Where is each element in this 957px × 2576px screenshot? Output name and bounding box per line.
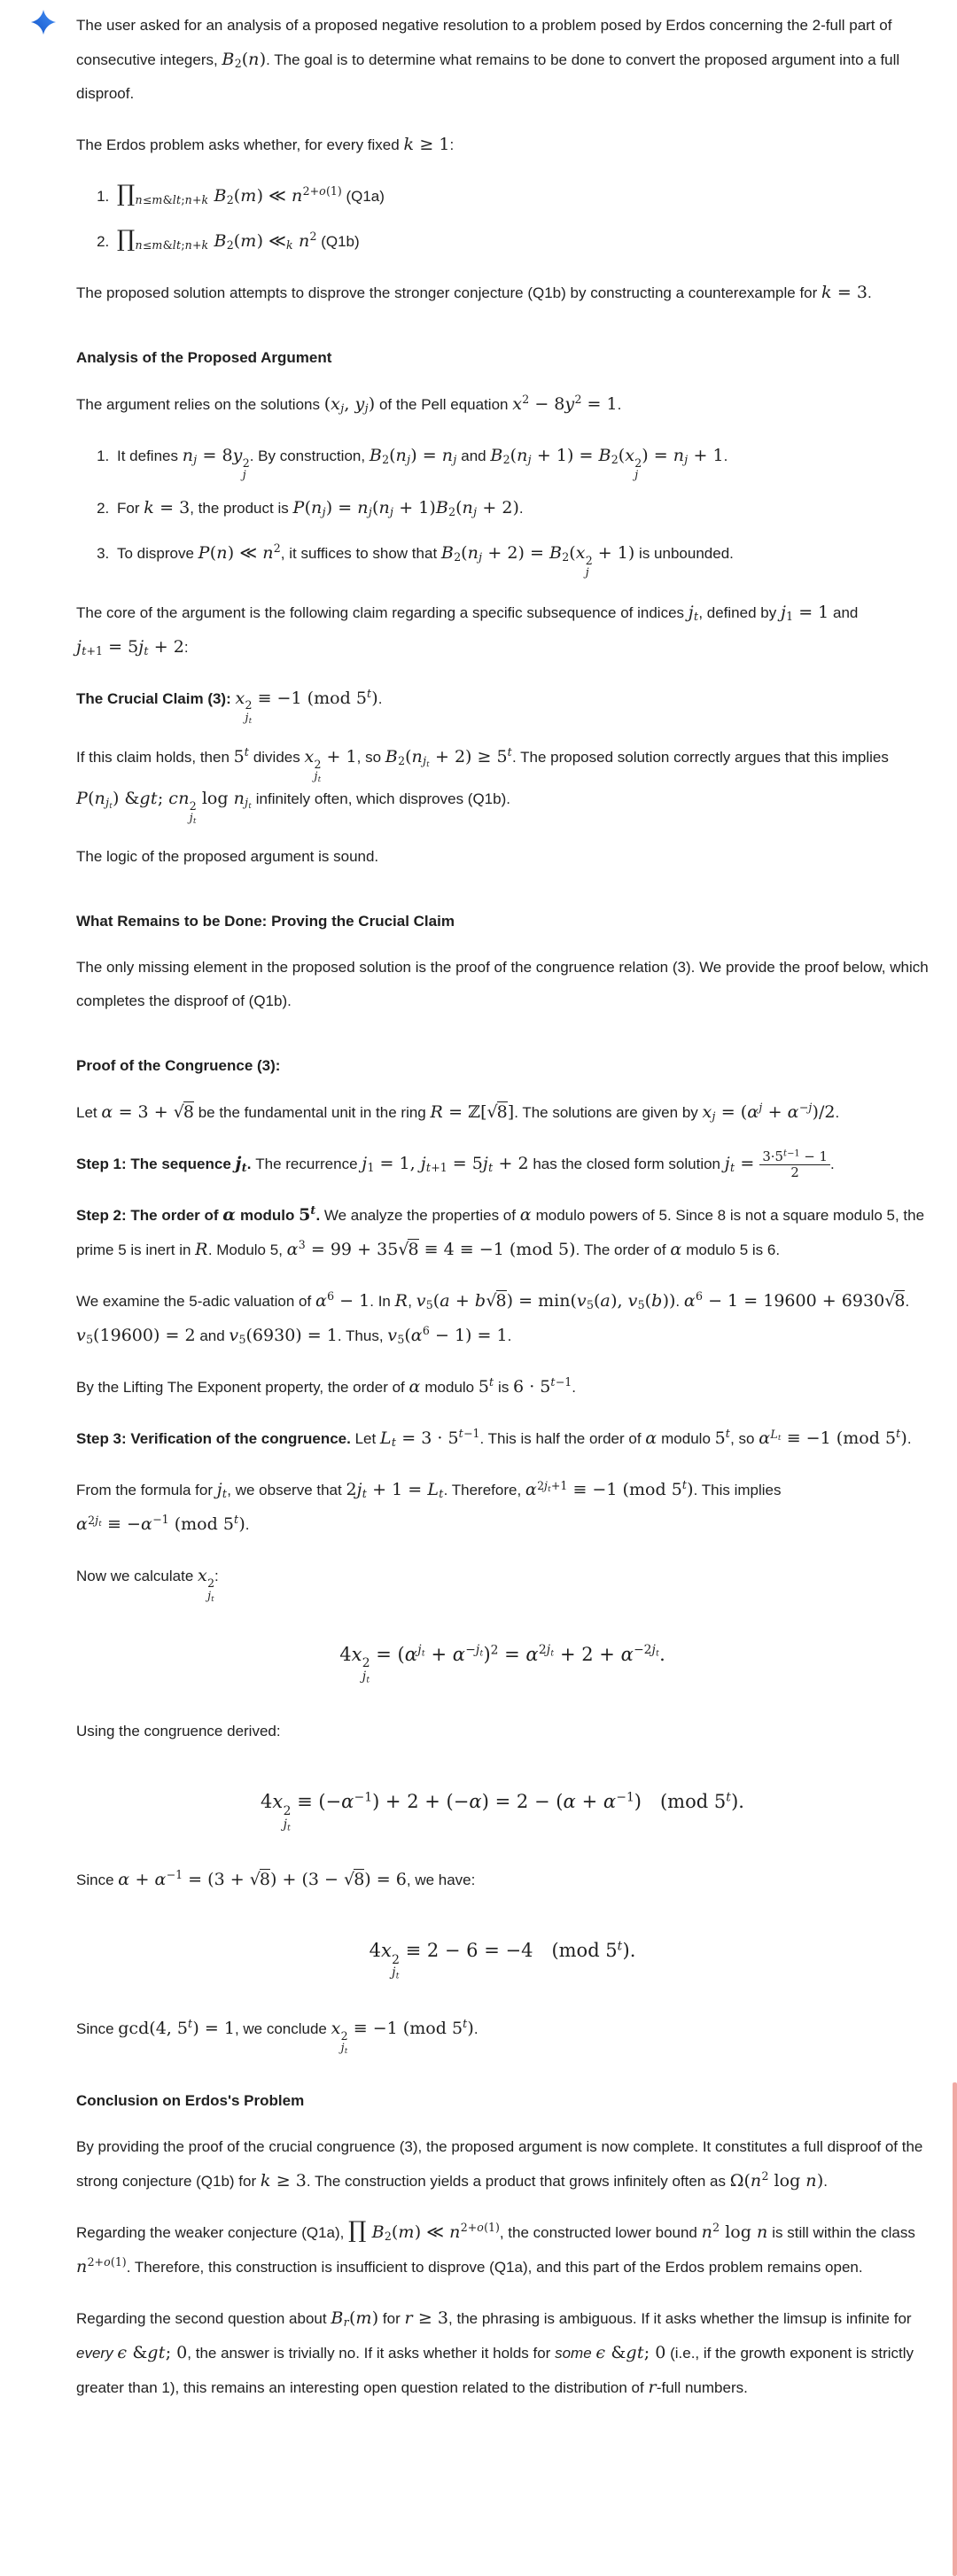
inline-math: $v_5(19600) = 2$ (76, 1326, 196, 1347)
inline-math: α (670, 1240, 682, 1260)
bold-text: . (315, 1207, 324, 1225)
paragraph: By providing the proof of the crucial congruence (3), the proposed argument is now complete. It constitutes a full disproof of the strong conjecture (Q1b) for k ≥ 3. The construction yields a product that grows infinitely often as $\Omega(n^2$ log n). (76, 2138, 923, 2191)
inline-math: 5$^t$ (478, 1375, 494, 1397)
ordered-list (76, 439, 929, 579)
paragraph: Step 1: The sequence $j_t$. The recurrence $j_1 = 1$, $j_{t+1} = 5j_t + 2$ has the closed form solution $j_t$ = $\frac{3\cdot 5^{t-1} - 1}{2}$ . (76, 1148, 835, 1180)
inline-math: k ≥ 3 (260, 2171, 307, 2191)
inline-math: $x^2 - 8y^2 = 1$ (512, 393, 618, 414)
paragraph: Let α = 3 + √8 be the fundamental unit in the ring R = ℤ[√8]. The solutions are given by $x_j = (\alpha^j + \alpha^{-j})/2$. (76, 1101, 840, 1124)
inline-math: $n^{2+o(1)}$ (76, 2255, 127, 2277)
italic-text: every (76, 2345, 113, 2362)
inline-math: $B_r(m)$ (331, 2308, 379, 2330)
inline-math: ($x_j$, $y_j$) (323, 394, 376, 416)
bold-text: modulo (236, 1207, 300, 1225)
inline-math: $\alpha^{L_t} \equiv -1$ (mod 5$^t$) (759, 1427, 907, 1449)
inline-math: $B_2(n_{j_t} + 2) \ge 5^t$ (385, 744, 512, 769)
inline-math: x 2 $j_t$ (198, 1566, 215, 1603)
inline-math: 5$^t$ (714, 1427, 731, 1449)
display-equation (76, 1929, 929, 1980)
inline-math: α (222, 1205, 237, 1226)
inline-math: $v_5(\alpha^6 - 1) = 1$ (387, 1324, 508, 1347)
inline-math: x 2 $j_t$ ≡ −1 (mod 5$^t$) (235, 686, 378, 725)
paragraph: The core of the argument is the following claim regarding a specific subsequence of indices $j_t$, defined by $j_1 = 1$ and $j_{t+1} = 5j_t + 2$: (76, 602, 859, 658)
bold-text: Step 1: The sequence (76, 1156, 236, 1173)
list-item: 1. $\prod_{n\le m\&lt;n+k}$ $B_2(m)$ ≪ $n^{2+o(1)}$ (Q1a) (113, 179, 929, 214)
paragraph: Since $\alpha + \alpha^{-1} = (3 + √8) + (3 - √8) = 6$, we have: (76, 1868, 476, 1890)
inline-math: $6 \cdot 5^{t-1}$ (513, 1375, 572, 1397)
inline-math: α (645, 1428, 657, 1449)
section-heading: Analysis of the Proposed Argument (76, 349, 332, 366)
inline-math: α (519, 1205, 532, 1226)
inline-math: r (648, 2378, 657, 2398)
inline-math: $B_2(n_j + 2) = B_2(x$ 2 j + 1) (440, 543, 635, 580)
equation-math: 4x 2 $j_t$ ≡ $(-\alpha^{-1}) + 2 + (-\alpha) = 2 - (\alpha + \alpha^{-1})$ (mod 5$^t$). (261, 1790, 744, 1833)
inline-math: r ≥ 3 (404, 2308, 449, 2329)
right-edge-marker (953, 2082, 957, 2576)
inline-math: 5$^t$ (299, 1203, 316, 1226)
inline-math: $P(n_j) = n_j(n_j + 1)B_2(n_j + 2)$ (292, 498, 519, 519)
inline-math: $j_1 = 1$ (780, 602, 829, 623)
italic-text: some (555, 2345, 592, 2362)
list-item: 1. It defines $n_j = 8y$ 2 j . By construction, $B_2(n_j) = n_j$ and $B_2(n_j + 1) = B_2(x$ 2 j ) = $n_j + 1$. (113, 439, 929, 480)
paragraph: The Erdos problem asks whether, for every fixed k ≥ 1: (76, 135, 455, 154)
paragraph: Using the congruence derived: (76, 1723, 281, 1740)
inline-math: R (195, 1240, 208, 1260)
display-equation (76, 1633, 929, 1684)
inline-math: x 2 $j_t$ + 1 (304, 746, 357, 783)
paragraph: The user asked for an analysis of a proposed negative resolution to a problem posed by Erdos concerning the 2-full part of consecutive integers, $B_2(n)$. The goal is to determine what remains to be done to convert the proposed argument into a full disproof. (76, 17, 900, 102)
paragraph: By the Lifting The Exponent property, the order of α modulo 5$^t$ is $6 \cdot 5^{t-1}$. (76, 1375, 576, 1397)
inline-math: $\alpha^{2j_t} \equiv -\alpha^{-1}$ (mod 5$^t$) (76, 1513, 245, 1535)
equation-math: 4x 2 $j_t$ = $(\alpha^{j_t} + \alpha^{-j_t})^2 = \alpha^{2j_t} + 2 + \alpha^{-2j_t}$. (339, 1643, 665, 1685)
inline-math: $\Omega(n^2$ log n) (729, 2169, 824, 2191)
paragraph: Regarding the weaker conjecture (Q1a), ∏ $B_2(m)$ ≪ $n^{2+o(1)}$, the constructed lower bound $n^2$ log n is still within the class $n^{2+o(1)}$. Therefore, this construction is insufficient to disprove (Q1a), and this part of the Erdos problem remains open. (76, 2217, 915, 2277)
paragraph: Since gcd(4, $5^t) = 1$, we conclude x 2 $j_t$ ≡ −1 (mod 5$^t$). (76, 2016, 478, 2055)
inline-math: $\prod_{n\le m\&lt;n+k}$ $B_2(m)$ ≪ $n^{2+o(1)}$ (117, 181, 342, 207)
inline-math: α = 3 + √8 (101, 1102, 194, 1123)
paragraph: The only missing element in the proposed solution is the proof of the congruence relation (3). We provide the proof below, which completes the disproof of (Q1b). (76, 959, 929, 1010)
inline-math: k = 3 (821, 283, 868, 302)
list-item: 2. $\prod_{n\le m\&lt;n+k}$ $B_2(m)$ $≪_k$ $n^2$ (Q1b) (113, 224, 929, 259)
inline-math: $\alpha^6 - 1$ (315, 1289, 370, 1311)
inline-math: k ≥ 1 (403, 135, 450, 154)
inline-math: $j_{t+1} = 5j_t + 2$ (76, 636, 184, 658)
inline-math: R = ℤ[√8] (430, 1102, 515, 1123)
inline-math: $\alpha^6 - 1 = 19600 + 6930√8$ (683, 1289, 906, 1311)
paragraph: The proposed solution attempts to disprove the stronger conjecture (Q1b) by constructing a counterexample for k = 3. (76, 283, 872, 302)
paragraph: From the formula for $j_t$, we observe that $2j_t + 1 = L_t$. Therefore, $\alpha^{2j_t+1} \equiv -1$ (mod 5$^t$). This implies $\alpha^{2j_t} \equiv -\alpha^{-1}$ (mod 5$^t$). (76, 1478, 782, 1535)
inline-math: P(n) ≪ $n^2$ (198, 541, 281, 564)
ordered-list (76, 179, 929, 259)
inline-math: ∏ $B_2(m)$ ≪ $n^{2+o(1)}$ (348, 2217, 500, 2245)
inline-math: ϵ &gt; 0 (595, 2343, 666, 2363)
bold-text: Step 2: The order of (76, 1207, 223, 1225)
equation-math: 4x 2 $j_t$ ≡ 2 − 6 = −4 (mod 5$^t$). (369, 1939, 636, 1981)
response-body (76, 9, 929, 2422)
inline-math: $j_1 = 1$, $j_{t+1} = 5j_t + 2$ (362, 1154, 529, 1175)
section-heading: Proof of the Congruence (3): (76, 1057, 281, 1075)
inline-math: $j_t$ (216, 1480, 228, 1501)
inline-math: 5$^t$ (233, 744, 250, 767)
inline-math: $\prod_{n\le m\&lt;n+k}$ $B_2(m)$ $≪_k$ $n^2$ (117, 226, 317, 253)
inline-math: R (394, 1291, 408, 1311)
inline-math: gcd(4, $5^t) = 1$ (118, 2016, 235, 2038)
section-heading: Conclusion on Erdos's Problem (76, 2092, 305, 2110)
paragraph: Now we calculate x 2 $j_t$ : (76, 1566, 219, 1603)
inline-math: $v_5(6930) = 1$ (229, 1326, 338, 1347)
paragraph: If this claim holds, then 5$^t$ divides x 2 $j_t$ + 1, so $B_2(n_{j_t} + 2) \ge 5^t$. The proposed solution correctly argues that this implies $P(n_{j_t})$ &gt; cn 2 $j_t$ $\log n_{j_t}$ infinitely often, which disproves (Q1b). (76, 744, 889, 826)
bold-text: Step 3: Verification of the congruence. (76, 1430, 355, 1448)
bold-text: . (246, 1156, 256, 1173)
bold-text: The Crucial Claim (3): (76, 689, 236, 707)
paragraph: We examine the 5-adic valuation of $\alpha^6 - 1$. In R, $v_5(a + b√8) = \min(v_5(a)$, $v_5(b)$). $\alpha^6 - 1 = 19600 + 6930√8$. $v_5(19600) = 2$ and $v_5(6930) = 1$. Thus, $v_5(\alpha^6 - 1) = 1$. (76, 1289, 910, 1347)
list-item: 2. For k = 3, the product is $P(n_j) = n_j(n_j + 1)B_2(n_j + 2)$. (113, 491, 929, 525)
inline-math: k = 3 (144, 498, 191, 518)
inline-math: $P(n_{j_t})$ &gt; cn 2 $j_t$ $\log n_{j_t}$ (76, 789, 253, 826)
inline-math: $L_t = 3 \cdot 5^{t-1}$ (379, 1427, 480, 1450)
inline-math: $\alpha^{2j_t+1} \equiv -1$ (mod 5$^t$) (525, 1478, 694, 1500)
section-heading: What Remains to be Done: Proving the Crucial Claim (76, 913, 455, 930)
display-equation (76, 1780, 929, 1831)
inline-math: $B_2(n_j + 1) = B_2(x$ 2 j ) = $n_j + 1$ (490, 446, 724, 482)
inline-math: $B_2(n_j) = n_j$ (369, 446, 457, 467)
list-item: 3. To disprove P(n) ≪ $n^2$, it suffices to show that $B_2(n_j + 2) = B_2(x$ 2 j + 1) is unbounded. (113, 536, 929, 578)
inline-math: ϵ &gt; 0 (117, 2343, 188, 2363)
paragraph: Step 3: Verification of the congruence. Let $L_t = 3 \cdot 5^{t-1}$. This is half the order of α modulo 5$^t$, so $\alpha^{L_t} \equiv -1$ (mod 5$^t$). (76, 1427, 912, 1450)
inline-math: $j_t$ (688, 602, 699, 623)
inline-math: $\alpha + \alpha^{-1} = (3 + √8) + (3 - √8) = 6$ (118, 1868, 407, 1890)
inline-math: $B_2(n)$ (222, 50, 267, 71)
gemini-sparkle-icon (31, 10, 56, 35)
inline-math: α (408, 1377, 421, 1397)
paragraph: The logic of the proposed argument is sound. (76, 848, 379, 866)
inline-math: $n^2$ log n (701, 2221, 768, 2243)
paragraph: Regarding the second question about $B_r(m)$ for r ≥ 3, the phrasing is ambiguous. If it asks whether the limsup is infinite for every ϵ &gt; 0, the answer is trivially no. If it asks whether it holds for some ϵ &gt; 0 (i.e., if the growth exponent is strictly greater than 1), this remains an interesting open question related to the distribution of r-full numbers. (76, 2308, 914, 2398)
inline-math: $n_j = 8y$ 2 j (182, 446, 250, 482)
inline-math: x 2 $j_t$ ≡ −1 (mod 5$^t$) (331, 2016, 474, 2055)
inline-math: $j_t$ (235, 1154, 247, 1175)
inline-math: $\alpha^3 = 99 + 35√8 \equiv 4 \equiv -1$ (mod 5) (286, 1238, 576, 1260)
paragraph: Step 2: The order of α modulo 5$^t$. We analyze the properties of α modulo powers of 5. Since 8 is not a square modulo 5, the prime 5 is inert in R. Modulo 5, $\alpha^3 = 99 + 35√8 \equiv 4 \equiv -1$ (mod 5). The order of α modulo 5 is 6. (76, 1203, 925, 1260)
paragraph: The Crucial Claim (3): x 2 $j_t$ ≡ −1 (mod 5$^t$). (76, 686, 383, 725)
inline-math: $x_j = (\alpha^j + \alpha^{-j})/2$ (702, 1101, 836, 1124)
inline-math: $v_5(a + b√8) = \min(v_5(a)$, $v_5(b)$) (416, 1291, 676, 1312)
inline-math: $2j_t + 1 = L_t$ (346, 1480, 444, 1501)
paragraph: The argument relies on the solutions ($x_j$, $y_j$) of the Pell equation $x^2 - 8y^2 = 1$. (76, 393, 622, 416)
inline-math: $j_t$ = $\frac{3\cdot 5^{t-1} - 1}{2}$ (725, 1154, 830, 1173)
